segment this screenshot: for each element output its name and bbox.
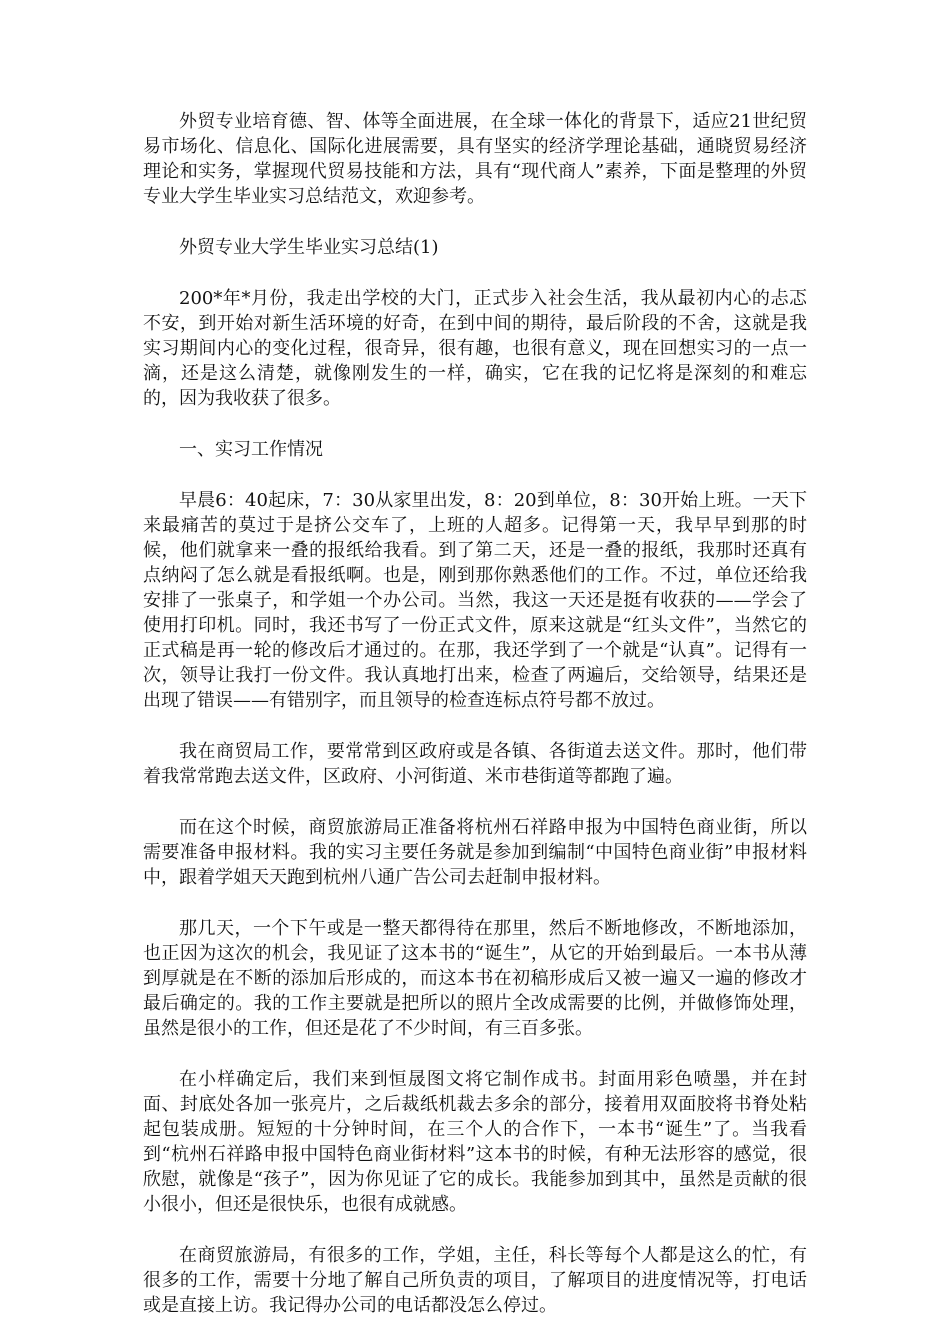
section-heading: 一、实习工作情况 xyxy=(179,439,323,460)
body-paragraph: 在商贸旅游局，有很多的工作，学姐，主任，科长等每个人都是这么的忙，有很多的工作，需要十分地了解自己所负责的项目，了解项目的进度情况等，打电话或是直接上访。我记得办公司的电话都没怎么停过。 xyxy=(143,1245,807,1316)
body-paragraph: 那几天，一个下午或是一整天都得待在那里，然后不断地修改，不断地添加，也正因为这次的机会，我见证了这本书的“诞生”，从它的开始到最后。一本书从薄到厚就是在不断的添加后形成的，而这本书在初稿形成后又被一遍又一遍的修改才最后确定的。我的工作主要就是把所以的照片全改成需要的比例，并做修饰处理，虽然是很小的工作，但还是花了不少时间，有三百多张。 xyxy=(143,918,807,1039)
body-paragraph: 我在商贸局工作，要常常到区政府或是各镇、各街道去送文件。那时，他们带着我常常跑去送文件，区政府、小河街道、米市巷街道等都跑了遍。 xyxy=(143,741,807,787)
body-paragraph: 而在这个时候，商贸旅游局正准备将杭州石祥路申报为中国特色商业街，所以需要准备申报材料。我的实习主要任务就是参加到编制“中国特色商业街”申报材料中，跟着学姐天天跑到杭州八通广告公司去赶制申报材料。 xyxy=(143,817,807,888)
intro-paragraph: 外贸专业培育德、智、体等全面进展，在全球一体化的背景下，适应21世纪贸易市场化、信息化、国际化进展需要，具有坚实的经济学理论基础，通晓贸易经济理论和实务，掌握现代贸易技能和方法，具有“现代商人”素养，下面是整理的外贸专业大学生毕业实习总结范文，欢迎参考。 xyxy=(143,111,807,207)
document-page xyxy=(143,109,807,1344)
article-title: 外贸专业大学生毕业实习总结(1) xyxy=(179,237,439,258)
body-paragraph: 200*年*月份，我走出学校的大门，正式步入社会生活，我从最初内心的忐忑不安，到开始对新生活环境的好奇，在到中间的期待，最后阶段的不舍，这就是我实习期间内心的变化过程，很奇异，很有趣，也很有意义，现在回想实习的一点一滴，还是这么清楚，就像刚发生的一样，确实，它在我的记忆将是深刻的和难忘的，因为我收获了很多。 xyxy=(143,288,807,409)
body-paragraph: 早晨6：40起床，7：30从家里出发，8：20到单位，8：30开始上班。一天下来最痛苦的莫过于是挤公交车了，上班的人超多。记得第一天，我早早到那的时候，他们就拿来一叠的报纸给我看。到了第二天，还是一叠的报纸，我那时还真有点纳闷了怎么就是看报纸啊。也是，刚到那你熟悉他们的工作。不过，单位还给我安排了一张桌子，和学姐一个办公司。当然，我这一天还是挺有收获的——学会了使用打印机。同时，我还书写了一份正式文件，原来这就是“红头文件”，当然它的正式稿是再一轮的修改后才通过的。在那，我还学到了一个就是“认真”。记得有一次，领导让我打一份文件。我认真地打出来，检查了两遍后，交给领导，结果还是出现了错误——有错别字，而且领导的检查连标点符号都不放过。 xyxy=(143,490,807,711)
body-paragraph: 在小样确定后，我们来到恒晟图文将它制作成书。封面用彩色喷墨，并在封面、封底处各加一张亮片，之后裁纸机裁去多余的部分，接着用双面胶将书脊处粘起包装成册。短短的十分钟时间，在三个人的合作下，一本书“诞生”了。当我看到“杭州石祥路申报中国特色商业街材料”这本书的时候，有种无法形容的感觉，很欣慰，就像是“孩子”，因为你见证了它的成长。我能参加到其中，虽然是贡献的很小很小，但还是很快乐，也很有成就感。 xyxy=(143,1069,807,1215)
